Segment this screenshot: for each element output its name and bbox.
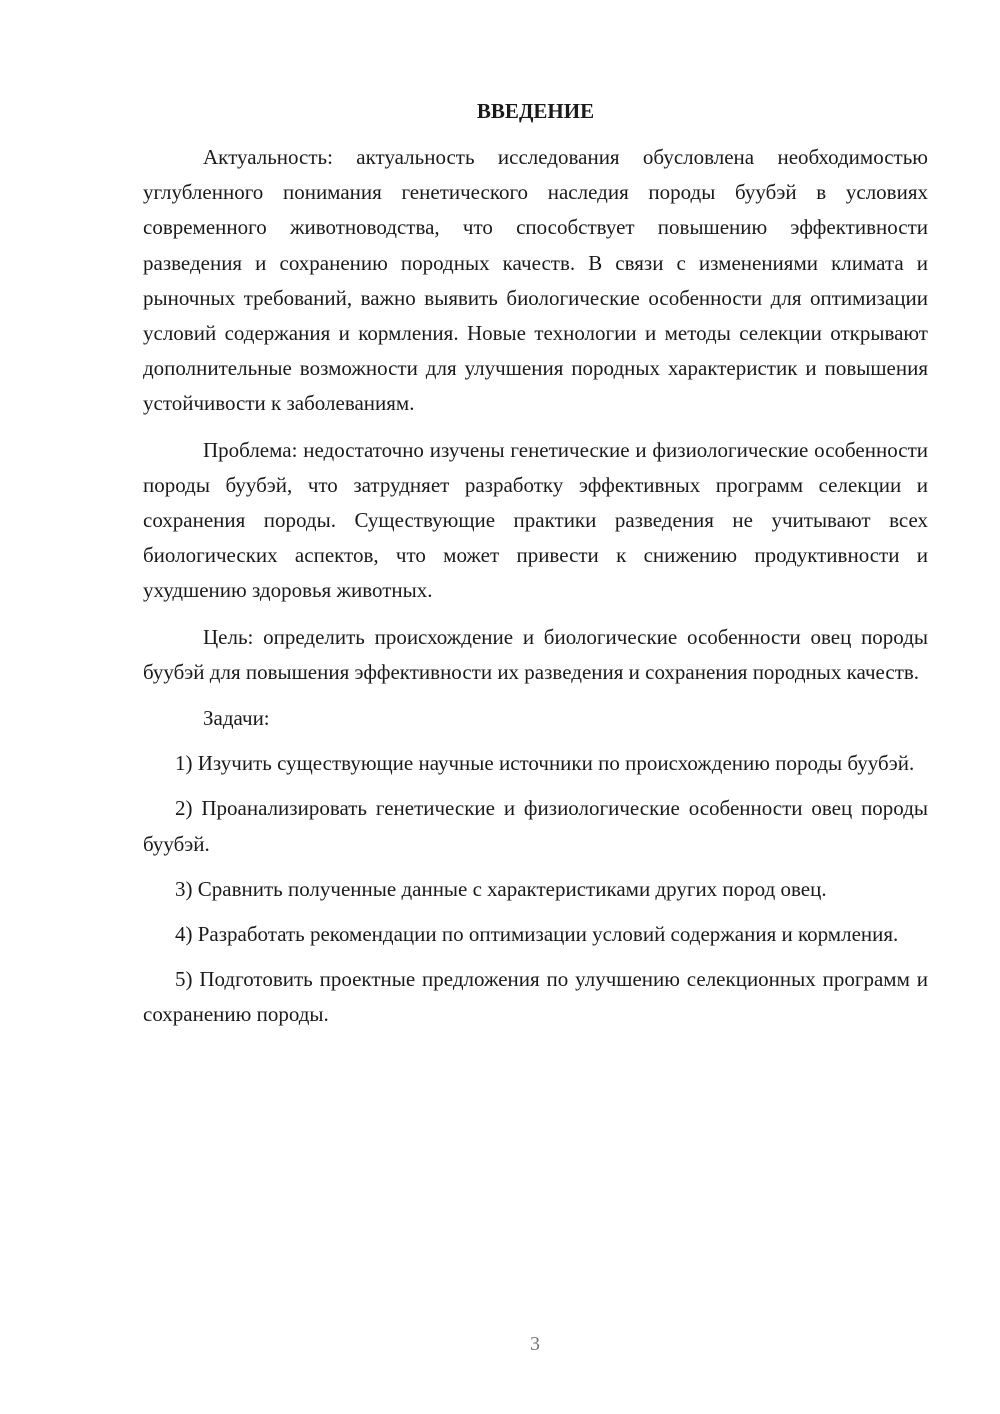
relevance-paragraph: Актуальность: актуальность исследования обусловлена необходимостью углубленного понимания генетического наследия породы буубэй в условиях современного животноводства, что способствует повышению эффективности разведения и сохранению породных качеств. В связи с изменениями климата и рыночных требований, важно выявить биологические особенности для оптимизации условий содержания и кормления. Новые технологии и методы селекции открывают дополнительные возможности для улучшения породных характеристик и повышения устойчивости к заболеваниям. bbox=[143, 145, 928, 416]
section-heading: ВВЕДЕНИЕ bbox=[476, 99, 595, 123]
tasks-list bbox=[143, 746, 928, 1032]
page-number: 3 bbox=[530, 1333, 540, 1355]
page-content bbox=[143, 95, 928, 1033]
list-item: 1) Изучить существующие научные источники по происхождению породы буубэй. bbox=[175, 751, 915, 776]
list-item: 2) Проанализировать генетические и физиологические особенности овец породы буубэй. bbox=[143, 796, 928, 856]
list-item: 4) Разработать рекомендации по оптимизации условий содержания и кормления. bbox=[175, 922, 899, 947]
list-item: 3) Сравнить полученные данные с характеристиками других пород овец. bbox=[175, 876, 827, 901]
problem-paragraph: Проблема: недостаточно изучены генетические и физиологические особенности породы буубэй, что затрудняет разработку эффективных программ селекции и сохранения породы. Существующие практики разведения не учитывают всех биологических аспектов, что может привести к снижению продуктивности и ухудшению здоровья животных. bbox=[143, 437, 928, 603]
goal-paragraph: Цель: определить происхождение и биологические особенности овец породы буубэй для повышения эффективности их разведения и сохранения породных качеств. bbox=[143, 624, 928, 684]
list-item: 5) Подготовить проектные предложения по улучшению селекционных программ и сохранению породы. bbox=[143, 967, 928, 1027]
tasks-label: Задачи: bbox=[203, 706, 270, 731]
